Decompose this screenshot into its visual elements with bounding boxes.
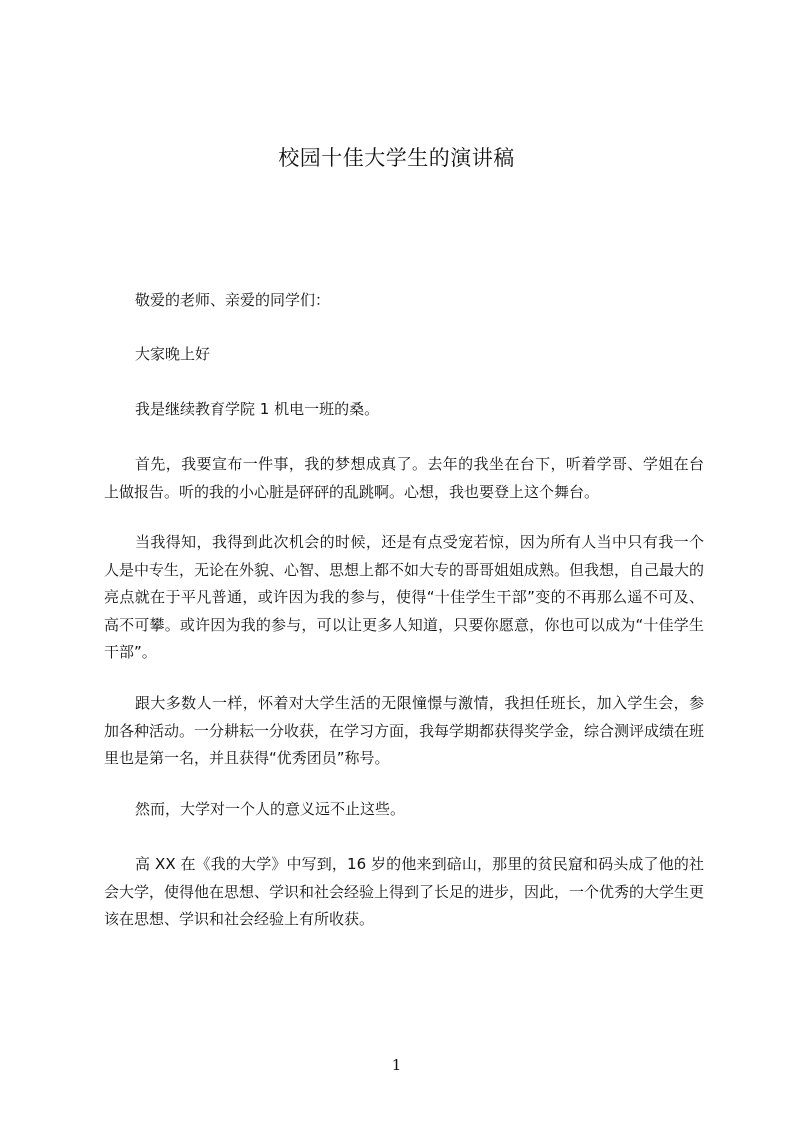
paragraph-opportunity: 当我得知，我得到此次机会的时候，还是有点受宠若惊，因为所有人当中只有我一个人是中专生，无论在外貌、心智、思想上都不如大专的哥哥姐姐成熟。但我想，自己最大的亮点就在于平凡普通，或许因为我的参与，使得“十佳学生干部”变的不再那么遥不可及、高不可攀。或许因为我的参与，可以让更多人知道，只要你愿意，你也可以成为“十佳学生干部”。 bbox=[104, 533, 705, 662]
paragraph-greeting: 大家晚上好 bbox=[135, 345, 211, 363]
document-title: 校园十佳大学生的演讲稿 bbox=[278, 146, 515, 170]
paragraph-my-university: 高 XX 在《我的大学》中写到，16 岁的他来到碚山，那里的贫民窟和码头成了他的社会大学，使得他在思想、学识和社会经验上得到了长足的进步，因此，一个优秀的大学生更该在思想、学识和社会经验上有所收获。 bbox=[104, 855, 705, 929]
paragraph-salutation: 敬爱的老师、亲爱的同学们： bbox=[135, 291, 331, 309]
paragraph-self-intro: 我是继续教育学院 1 机电一班的桑。 bbox=[135, 400, 380, 418]
page-number: 1 bbox=[391, 1056, 402, 1074]
paragraph-meaning: 然而，大学对一个人的意义远不止这些。 bbox=[135, 800, 406, 818]
paragraph-achievements: 跟大多数人一样，怀着对大学生活的无限憧憬与激情，我担任班长，加入学生会，参加各种活动。一分耕耘一分收获，在学习方面，我每学期都获得奖学金，综合测评成绩在班里也是第一名，并且获得“优秀团员”称号。 bbox=[104, 694, 705, 768]
paragraph-dream: 首先，我要宣布一件事，我的梦想成真了。去年的我坐在台下，听着学哥、学姐在台上做报告。听的我的小心脏是砰砰的乱跳啊。心想，我也要登上这个舞台。 bbox=[104, 455, 704, 501]
